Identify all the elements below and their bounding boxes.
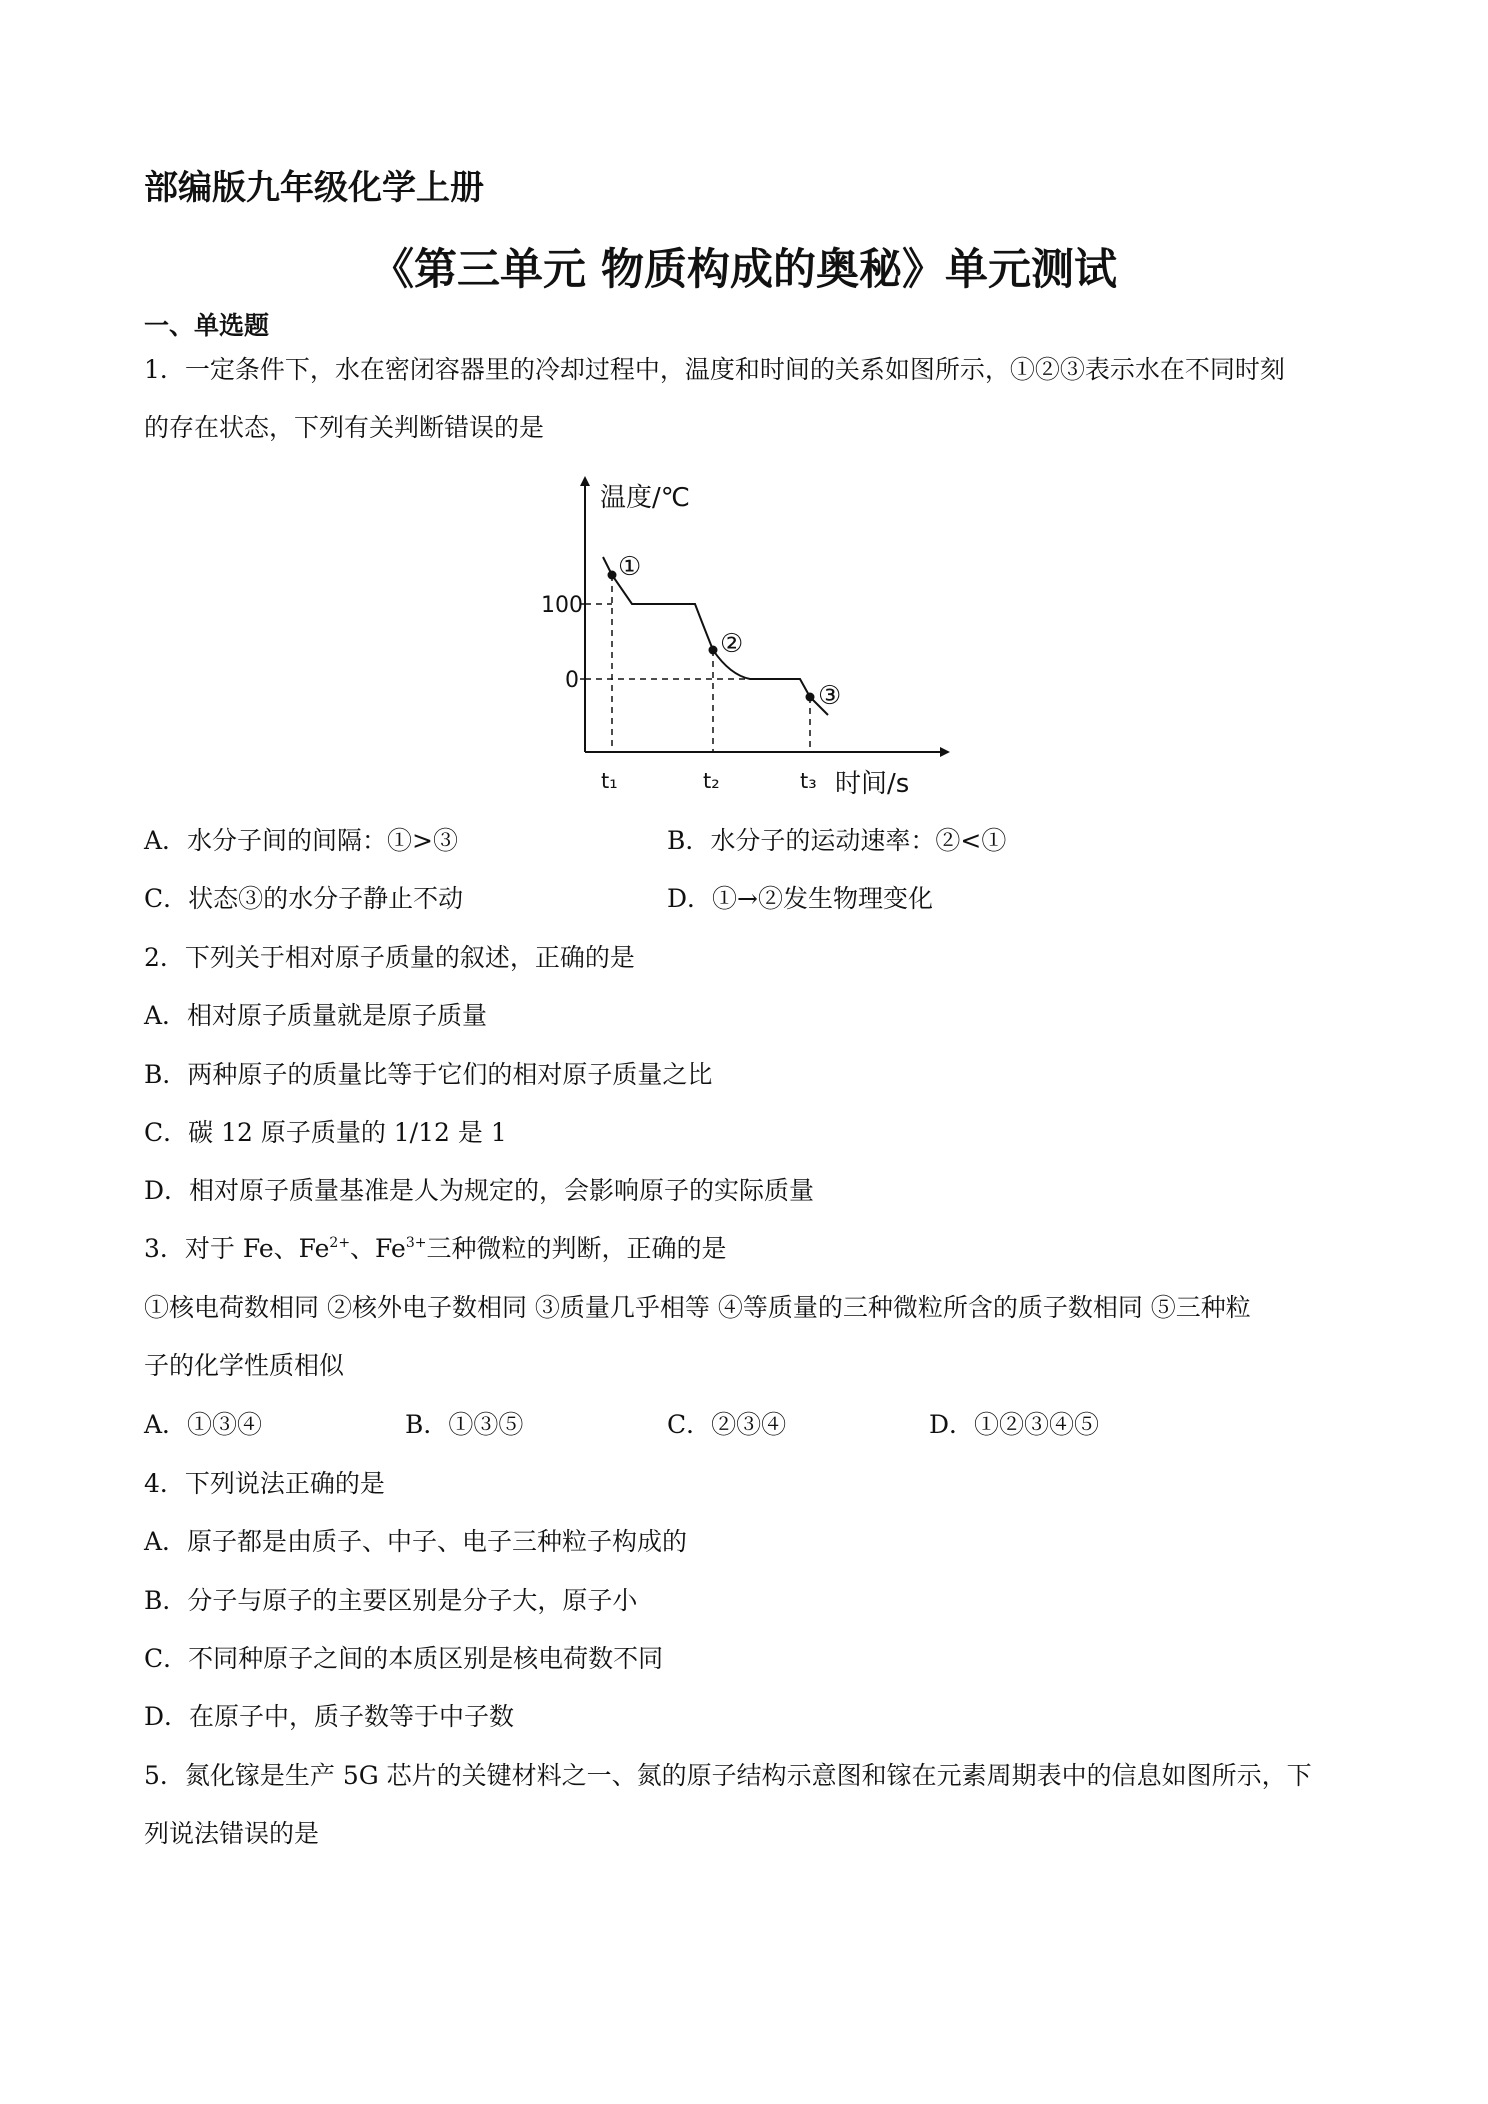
- temperature-time-chart: [520, 470, 960, 810]
- charge-superscript: 2+: [329, 1235, 351, 1251]
- question-3-option-d: D．①②③④⑤: [929, 1410, 1100, 1439]
- question-2-option-c: C．碳 12 原子质量的 1/12 是 1: [144, 1118, 507, 1147]
- state-label-1: ①: [618, 552, 642, 582]
- question-3-statements-line2: 子的化学性质相似: [144, 1351, 345, 1380]
- section-heading: 一、单选题: [144, 311, 270, 340]
- state-point-1: [608, 571, 617, 580]
- question-5-stem-line2: 列说法错误的是: [144, 1819, 320, 1848]
- question-4-option-c: C．不同种原子之间的本质区别是核电荷数不同: [144, 1644, 664, 1673]
- state-point-2: [709, 646, 718, 655]
- y-axis-label: 温度/℃: [600, 483, 690, 513]
- question-4-option-b: B．分子与原子的主要区别是分子大，原子小: [144, 1586, 638, 1615]
- question-4-option-d: D．在原子中，质子数等于中子数: [144, 1702, 515, 1731]
- y-tick-label: 100: [541, 593, 583, 618]
- x-tick-label: t₁: [601, 769, 618, 793]
- question-3-statements-line1: ①核电荷数相同 ②核外电子数相同 ③质量几乎相等 ④等质量的三种微粒所含的质子数相同 ⑤三种粒: [144, 1293, 1251, 1322]
- question-3-option-a: A．①③④: [144, 1410, 263, 1439]
- question-4-stem: 4．下列说法正确的是: [144, 1469, 385, 1498]
- question-3-option-b: B．①③⑤: [405, 1410, 524, 1439]
- question-1-option-c: C．状态③的水分子静止不动: [144, 884, 464, 913]
- question-3-option-c: C．②③④: [667, 1410, 787, 1439]
- state-point-3: [806, 693, 815, 702]
- stem-text: 3．对于 Fe、Fe: [144, 1234, 330, 1263]
- state-label-3: ③: [818, 681, 842, 711]
- document-title: 《第三单元 物质构成的奥秘》单元测试: [371, 245, 1117, 295]
- question-1-stem-line1: 1．一定条件下，水在密闭容器里的冷却过程中，温度和时间的关系如图所示，①②③表示水在不同时刻: [144, 355, 1285, 384]
- question-2-stem: 2．下列关于相对原子质量的叙述，正确的是: [144, 943, 635, 972]
- state-label-2: ②: [720, 629, 744, 659]
- x-axis-label: 时间/s: [835, 769, 910, 799]
- x-tick-label: t₃: [800, 769, 817, 793]
- stem-text: 、Fe: [350, 1234, 406, 1263]
- question-1-option-d: D．①→②发生物理变化: [667, 884, 933, 913]
- question-3-stem: [144, 1234, 726, 1264]
- x-tick-label: t₂: [703, 769, 720, 793]
- question-1-option-b: B．水分子的运动速率：②<①: [667, 826, 1007, 855]
- question-1-stem-line2: 的存在状态，下列有关判断错误的是: [144, 413, 545, 442]
- question-2-option-a: A．相对原子质量就是原子质量: [144, 1001, 488, 1030]
- y-tick-label: 0: [565, 668, 579, 693]
- stem-text: 三种微粒的判断，正确的是: [426, 1234, 727, 1263]
- question-2-option-b: B．两种原子的质量比等于它们的相对原子质量之比: [144, 1060, 713, 1089]
- question-4-option-a: A．原子都是由质子、中子、电子三种粒子构成的: [144, 1527, 688, 1556]
- charge-superscript: 3+: [405, 1235, 427, 1251]
- question-2-option-d: D．相对原子质量基准是人为规定的，会影响原子的实际质量: [144, 1176, 815, 1205]
- question-5-stem-line1: 5．氮化镓是生产 5G 芯片的关键材料之一、氮的原子结构示意图和镓在元素周期表中的信息如图所示，下: [144, 1761, 1312, 1790]
- question-1-option-a: A．水分子间的间隔：①>③: [144, 826, 459, 855]
- document-subtitle: 部编版九年级化学上册: [144, 168, 484, 208]
